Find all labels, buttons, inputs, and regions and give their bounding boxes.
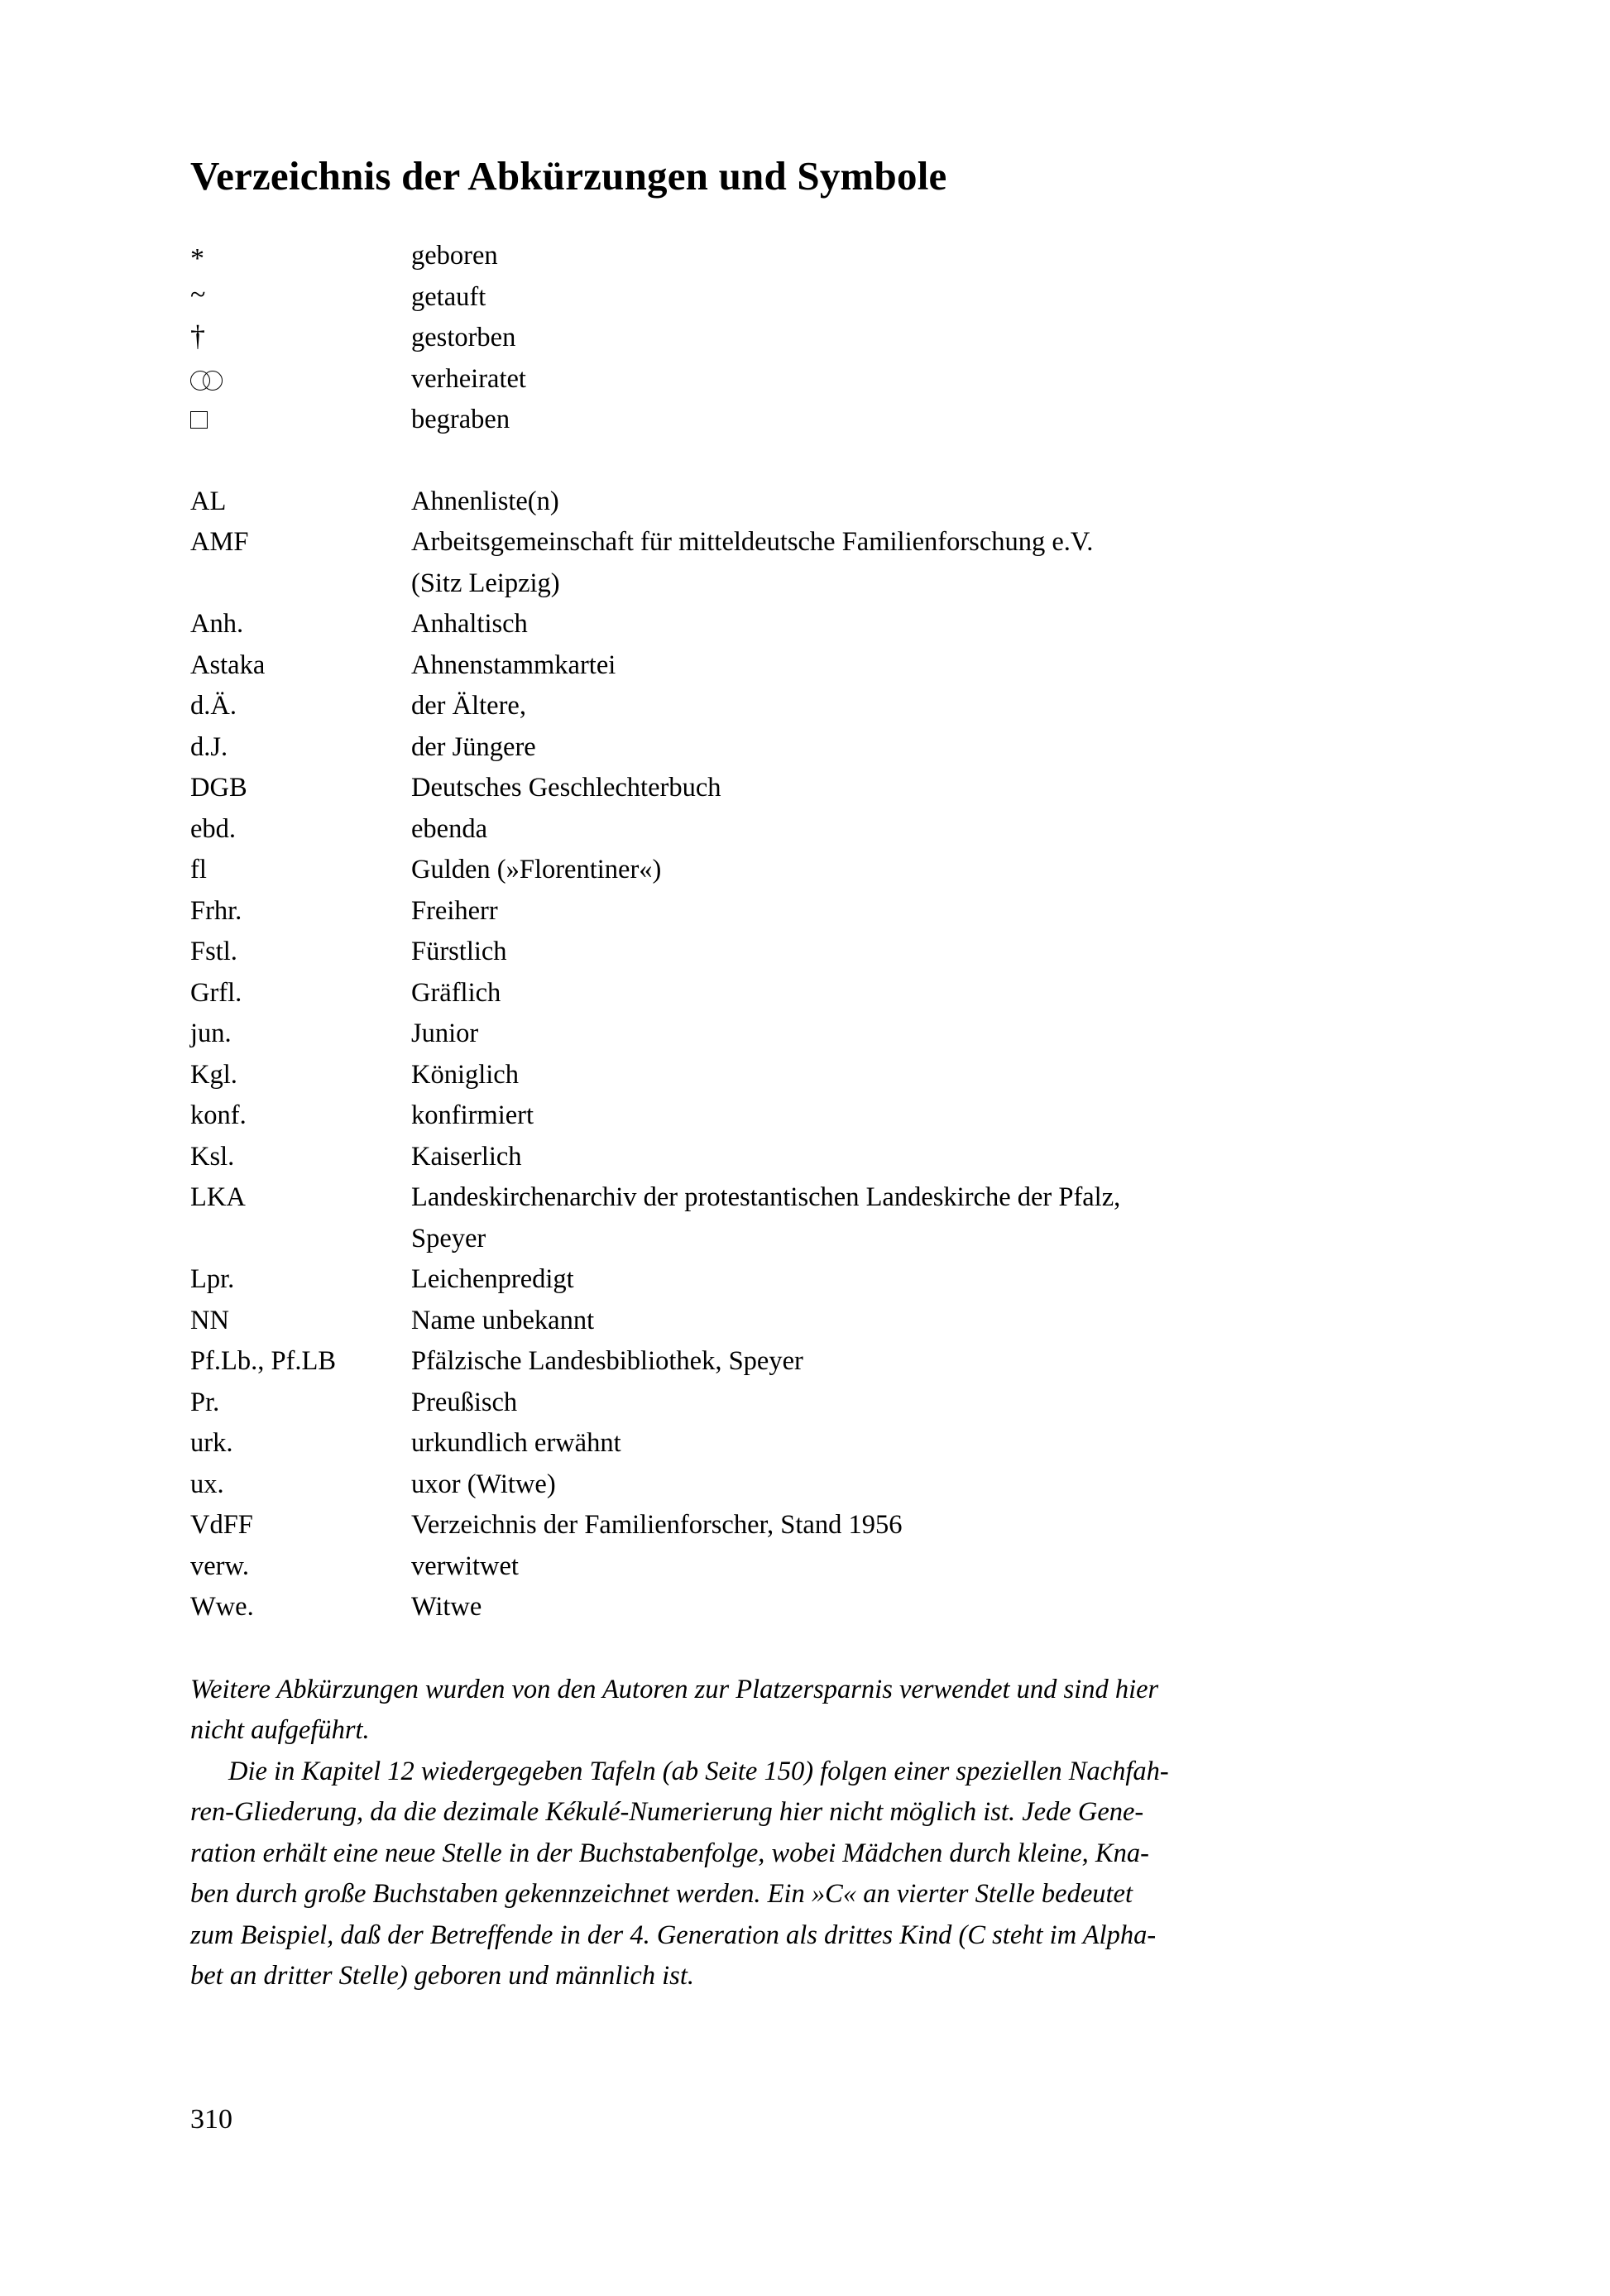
abbreviation-row [190,1055,1415,1096]
symbol-row [190,236,1415,277]
abbreviation-term: Ksl. [190,1141,235,1172]
abbreviation-definition: Freiherr [411,895,498,926]
abbreviation-row [190,1546,1415,1588]
symbol-glyph-baptized [190,277,411,319]
note-line: ration erhält eine neue Stelle in der Buchstabenfolge, wobei Mädchen durch kleine, Kna- [190,1838,1149,1868]
abbreviation-definition-continuation: Speyer [411,1223,486,1253]
abbreviation-definition: Kaiserlich [411,1141,522,1172]
abbreviation-term: Astaka [190,649,266,680]
abbreviation-term: Wwe. [190,1592,254,1623]
abbreviation-row [190,1464,1415,1506]
abbreviation-term: Anh. [190,609,244,640]
abbreviation-definition: Leichenpredigt [411,1264,574,1295]
abbreviation-definition: Witwe [411,1592,482,1623]
abbreviation-term: VdFF [190,1510,253,1541]
abbreviation-row [190,850,1415,891]
notes-section [190,1670,1415,1997]
symbol-row [190,277,1415,319]
note-paragraph-2 [190,1752,1415,1997]
abbreviation-term: NN [190,1305,229,1335]
abbreviation-definition: der Jüngere [411,731,536,762]
page-title: Verzeichnis der Abkürzungen und Symbole [190,153,947,199]
symbol-row [190,359,1415,400]
asterisk-born-icon: * [190,243,204,275]
abbreviation-row [190,932,1415,973]
abbreviation-term: urk. [190,1428,233,1459]
symbol-definition: geboren [411,241,498,271]
abbreviation-term: Lpr. [190,1264,235,1295]
symbol-glyph-buried [190,400,411,441]
note-line: nicht aufgeführt. [190,1715,370,1746]
abbreviation-term: verw. [190,1551,249,1581]
abbreviation-term: AMF [190,527,249,558]
page-number: 310 [190,2104,232,2135]
abbreviation-definition-continuation: (Sitz Leipzig) [411,568,560,598]
abbreviation-definition: Fürstlich [411,937,507,967]
abbreviation-definition: Ahnenliste(n) [411,486,559,516]
abbreviation-definition: Verzeichnis der Familienforscher, Stand 1956 [411,1510,903,1541]
abbreviation-row [190,891,1415,932]
tilde-baptized-icon: ~ [190,279,206,310]
abbreviation-definition: Gulden (»Florentiner«) [411,855,662,885]
abbreviation-row [190,1301,1415,1342]
abbreviation-row [190,604,1415,645]
abbreviation-row [190,1505,1415,1546]
symbol-row [190,318,1415,359]
abbreviation-definition: Name unbekannt [411,1305,595,1335]
note-paragraph-1 [190,1670,1415,1752]
abbreviation-term: Pr. [190,1387,220,1417]
abbreviation-term: Fstl. [190,937,237,967]
abbreviation-row [190,809,1415,851]
abbreviation-list [190,482,1415,1628]
abbreviation-term: fl [190,855,207,885]
abbreviation-term: AL [190,486,227,516]
symbol-legend-list [190,236,1415,441]
abbreviation-definition: Königlich [411,1059,519,1090]
abbreviation-term: jun. [190,1019,232,1049]
symbol-row [190,400,1415,441]
abbreviation-definition: Anhaltisch [411,609,528,640]
abbreviation-definition: ebenda [411,813,488,844]
abbreviation-definition: Pfälzische Landesbibliothek, Speyer [411,1346,803,1377]
abbreviation-row [190,1341,1415,1383]
abbreviation-definition: konfirmiert [411,1100,534,1131]
abbreviation-definition: Junior [411,1019,479,1049]
abbreviation-row [190,727,1415,769]
abbreviation-term: d.J. [190,731,228,762]
abbreviation-row [190,973,1415,1014]
note-line: Weitere Abkürzungen wurden von den Autoren zur Platzersparnis verwendet und sind hier [190,1674,1159,1704]
abbreviation-row [190,482,1415,523]
abbreviation-definition: der Ältere, [411,691,526,721]
dagger-died-icon: † [190,319,205,353]
abbreviation-row [190,645,1415,687]
abbreviation-definition [411,522,1415,604]
symbol-definition: begraben [411,405,510,435]
abbreviation-term: DGB [190,773,247,803]
abbreviation-definition: Deutsches Geschlechterbuch [411,773,721,803]
abbreviation-row [190,1095,1415,1137]
abbreviation-definition-line: Arbeitsgemeinschaft für mitteldeutsche Familienforschung e.V. [411,527,1094,558]
symbol-definition: gestorben [411,323,516,353]
abbreviation-definition: Ahnenstammkartei [411,649,616,680]
abbreviation-term: d.Ä. [190,691,237,721]
abbreviation-row [190,1587,1415,1628]
abbreviation-definition: Gräflich [411,977,501,1008]
note-line: ben durch große Buchstaben gekennzeichnet werden. Ein »C« an vierter Stelle bedeutet [190,1879,1133,1910]
abbreviation-row [190,1177,1415,1259]
abbreviation-row [190,1383,1415,1424]
abbreviation-row [190,768,1415,809]
square-buried-icon [190,411,208,429]
abbreviation-row [190,1259,1415,1301]
rings-married-icon [190,371,223,391]
note-line: zum Beispiel, daß der Betreffende in der 4. Generation als drittes Kind (C steht im Alpha- [190,1920,1157,1950]
symbol-glyph-married [190,359,411,400]
note-line: bet an dritter Stelle) geboren und männlich ist. [190,1961,694,1992]
abbreviation-definition: verwitwet [411,1551,519,1581]
abbreviation-definition: Preußisch [411,1387,518,1417]
abbreviation-row [190,1137,1415,1178]
abbreviation-term: Pf.Lb., Pf.LB [190,1346,337,1377]
abbreviation-term: konf. [190,1100,247,1131]
symbol-definition: getauft [411,281,486,312]
abbreviation-row [190,1014,1415,1055]
symbol-glyph-died [190,318,411,359]
abbreviation-row [190,1423,1415,1464]
abbreviation-row [190,686,1415,727]
abbreviation-definition-line: Landeskirchenarchiv der protestantischen Landeskirche der Pfalz, [411,1182,1121,1213]
symbol-definition: verheiratet [411,363,526,394]
section-spacer [190,441,1415,482]
symbol-glyph-born [190,236,411,277]
page-content [190,153,1415,1997]
abbreviation-term: ebd. [190,813,237,844]
note-line: Die in Kapitel 12 wiedergegeben Tafeln (ab Seite 150) folgen einer speziellen Nachfah- [228,1756,1169,1786]
abbreviation-term: Frhr. [190,895,242,926]
abbreviation-definition: urkundlich erwähnt [411,1428,621,1459]
note-line: ren-Gliederung, da die dezimale Kékulé-Numerierung hier nicht möglich ist. Jede Gene- [190,1797,1144,1828]
abbreviation-definition: uxor (Witwe) [411,1469,556,1499]
abbreviation-definition [411,1177,1415,1259]
abbreviation-term: Kgl. [190,1059,237,1090]
abbreviation-term: LKA [190,1182,246,1213]
abbreviation-term: Grfl. [190,977,242,1008]
abbreviation-term: ux. [190,1469,224,1499]
abbreviation-row [190,522,1415,604]
